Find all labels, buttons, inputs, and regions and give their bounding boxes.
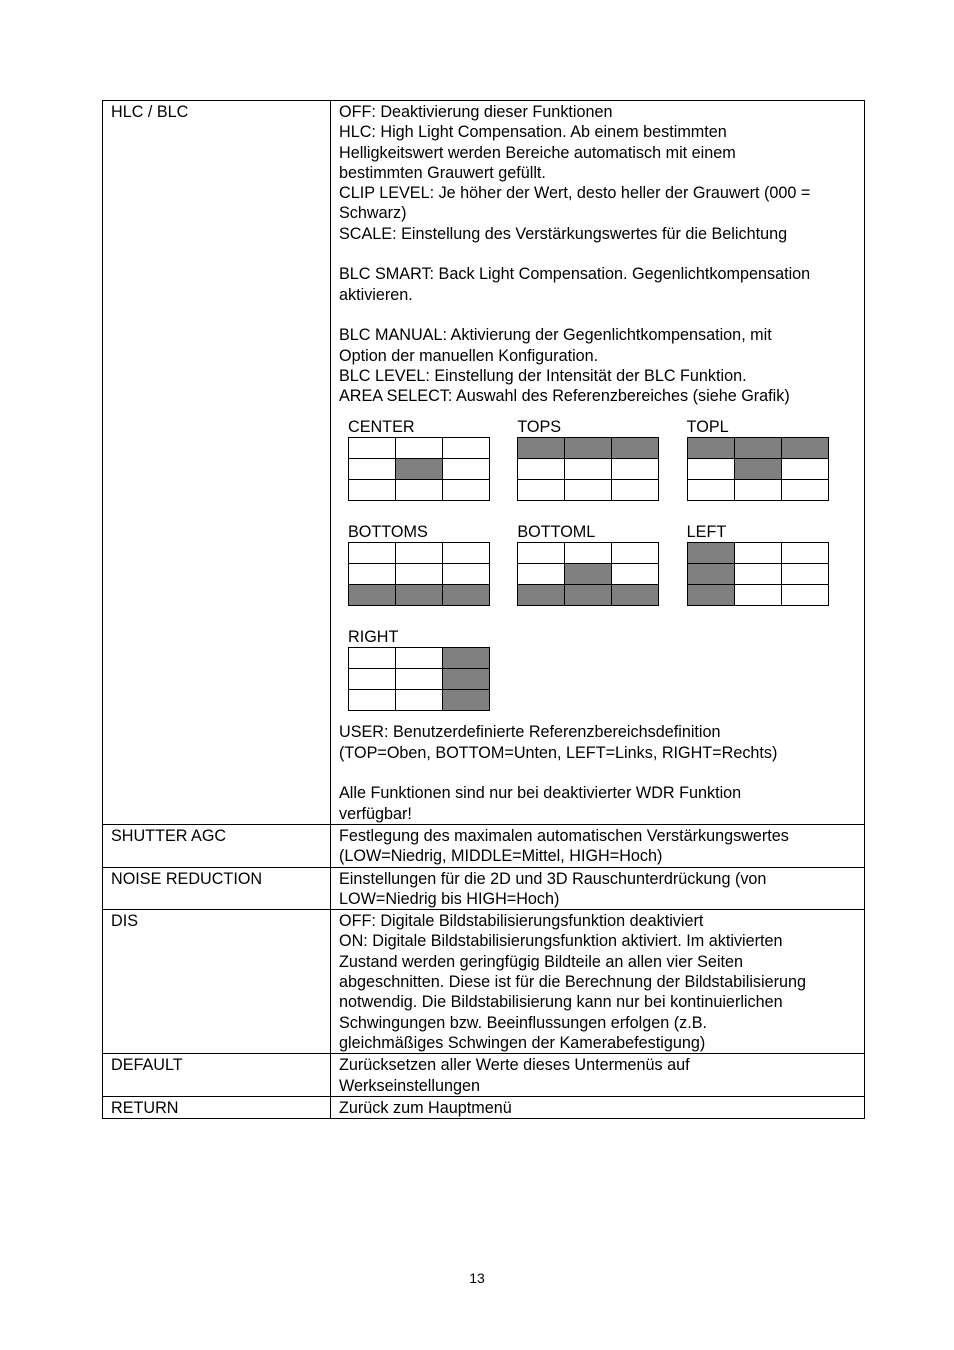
description-line: notwendig. Die Bildstabilisierung kann nur bei kontinuierlichen [339,993,783,1012]
area-cell [443,438,490,459]
paragraph-gap [339,763,856,783]
area-grid-right [348,627,520,711]
area-cell [349,669,396,690]
area-cell [565,459,612,480]
area-cell-grid [348,542,490,606]
area-cell-selected [396,459,443,480]
area-cell-selected [396,585,443,606]
area-cell-selected [734,459,781,480]
description-line: abgeschnitten. Diese ist für die Berechnung der Bildstabilisierung [339,973,807,992]
description-line: AREA SELECT: Auswahl des Referenzbereiches (siehe Grafik) [339,387,790,406]
area-cell [443,459,490,480]
settings-table-body [103,101,865,1119]
area-cell [518,480,565,501]
area-grid-title: TOPL [686,418,729,437]
description-line: BLC SMART: Back Light Compensation. Gegenlichtkompensation [339,265,811,284]
area-cell [349,690,396,711]
description-line: Zurück zum Hauptmenü [339,1098,512,1117]
area-cell-selected [565,585,612,606]
description-line: (TOP=Oben, BOTTOM=Unten, LEFT=Links, RIGHT=Rechts) [339,743,778,762]
description-line: BLC LEVEL: Einstellung der Intensität der BLC Funktion. [339,366,747,385]
area-cell [443,564,490,585]
area-grid-row [348,522,856,606]
area-cell [781,585,828,606]
area-cell [687,480,734,501]
table-row [103,1054,865,1097]
area-cell [612,459,659,480]
description-line: Option der manuellen Konfiguration. [339,346,599,365]
area-cell-selected [687,585,734,606]
area-cell-selected [687,564,734,585]
description-line: Schwingungen bzw. Beeinflussungen erfolgen (z.B. [339,1013,708,1032]
area-cell [349,459,396,480]
area-cell [518,543,565,564]
area-cell [781,459,828,480]
area-cell [734,564,781,585]
area-cell [349,564,396,585]
description-line: gleichmäßiges Schwingen der Kamerabefestigung) [339,1033,706,1052]
area-cell-grid [517,437,659,501]
area-grid-bottoms [348,522,517,606]
area-grid-tops [517,417,686,501]
area-cell-selected [518,438,565,459]
area-cell [396,690,443,711]
area-cell [349,648,396,669]
table-row [103,910,865,1054]
area-cell [349,480,396,501]
area-grid-title: BOTTOML [517,523,596,542]
setting-description [331,101,865,825]
area-grid-title: TOPS [517,418,562,437]
area-grid-bottoml [517,522,686,606]
area-grid-title: LEFT [686,523,727,542]
area-cell [443,543,490,564]
setting-label: DEFAULT [103,1054,331,1097]
description-line: aktivieren. [339,285,413,304]
area-cell [781,564,828,585]
setting-description [331,867,865,910]
area-cell [396,480,443,501]
description-line: Zustand werden geringfügig Bildteile an allen vier Seiten [339,952,744,971]
area-cell [396,543,443,564]
area-cell [396,438,443,459]
description-line: ON: Digitale Bildstabilisierungsfunktion aktiviert. Im aktivierten [339,932,783,951]
area-cell-selected [518,585,565,606]
description-line: LOW=Niedrig bis HIGH=Hoch) [339,889,560,908]
table-row [103,867,865,910]
description-line: Schwarz) [339,204,407,223]
description-line: Zurücksetzen aller Werte dieses Untermenüs auf [339,1056,690,1075]
area-cell-selected [443,585,490,606]
description-line: BLC MANUAL: Aktivierung der Gegenlichtkompensation, mit [339,326,772,345]
area-cell-grid [348,647,490,711]
setting-label: DIS [103,910,331,1054]
area-cell-grid [687,542,829,606]
area-cell-selected [687,438,734,459]
area-cell [518,459,565,480]
area-cell-selected [443,648,490,669]
description-line: (LOW=Niedrig, MIDDLE=Mittel, HIGH=Hoch) [339,847,663,866]
area-cell [396,648,443,669]
area-cell [612,564,659,585]
area-cell [565,543,612,564]
description-line: Alle Funktionen sind nur bei deaktivierter WDR Funktion [339,784,742,803]
area-cell [396,564,443,585]
description-line: verfügbar! [339,804,412,823]
area-cell [349,438,396,459]
paragraph-gap [339,244,856,264]
area-cell [687,459,734,480]
description-line: Helligkeitswert werden Bereiche automatisch mit einem [339,143,736,162]
area-cell-selected [443,669,490,690]
area-cell [781,543,828,564]
area-cell-grid [517,542,659,606]
description-line: HLC: High Light Compensation. Ab einem bestimmten [339,123,727,142]
description-line: bestimmten Grauwert gefüllt. [339,163,546,182]
setting-description [331,824,865,867]
area-cell-selected [612,585,659,606]
area-cell [734,543,781,564]
table-row [103,1096,865,1118]
setting-label: SHUTTER AGC [103,824,331,867]
paragraph-gap [339,305,856,325]
area-cell [612,543,659,564]
area-cell-selected [687,543,734,564]
description-line: SCALE: Einstellung des Verstärkungswertes für die Belichtung [339,224,788,243]
page-number: 13 [469,1270,485,1286]
area-cell-selected [565,438,612,459]
description-line: USER: Benutzerdefinierte Referenzbereichsdefinition [339,723,721,742]
setting-description [331,1054,865,1097]
settings-table [102,100,865,1119]
area-cell-selected [349,585,396,606]
area-cell [443,480,490,501]
description-line: Festlegung des maximalen automatischen Verstärkungswertes [339,826,789,845]
area-cell-selected [443,690,490,711]
area-grid-title: BOTTOMS [348,523,428,542]
description-line: CLIP LEVEL: Je höher der Wert, desto heller der Grauwert (000 = [339,184,811,203]
area-grid-center [348,417,517,501]
area-cell-selected [565,564,612,585]
area-cell-selected [612,438,659,459]
area-cell-selected [734,438,781,459]
table-row [103,824,865,867]
area-cell [734,585,781,606]
description-line: Einstellungen für die 2D und 3D Rauschunterdrückung (von [339,869,767,888]
area-cell [565,480,612,501]
setting-label: HLC / BLC [103,101,331,825]
area-cell [396,669,443,690]
grid-row-spacer [348,606,856,627]
area-cell-grid [348,437,490,501]
setting-label: RETURN [103,1096,331,1118]
area-grid-row [348,417,856,501]
area-cell [349,543,396,564]
description-line: Werkseinstellungen [339,1076,480,1095]
area-cell [734,480,781,501]
area-grid-left [687,522,856,606]
description-line: OFF: Deaktivierung dieser Funktionen [339,103,613,121]
table-row [103,101,865,825]
area-cell [781,480,828,501]
area-grid-title: CENTER [348,418,415,437]
area-cell [612,480,659,501]
area-grid-row [348,627,856,711]
area-cell [518,564,565,585]
grid-row-spacer [348,501,856,522]
area-grid-topl [687,417,856,501]
setting-label: NOISE REDUCTION [103,867,331,910]
area-grid-title: RIGHT [348,628,399,647]
area-cell-grid [687,437,829,501]
area-select-graphic [348,417,856,711]
setting-description [331,910,865,1054]
setting-description [331,1096,865,1118]
description-line: OFF: Digitale Bildstabilisierungsfunktion deaktiviert [339,912,704,931]
area-cell-selected [781,438,828,459]
